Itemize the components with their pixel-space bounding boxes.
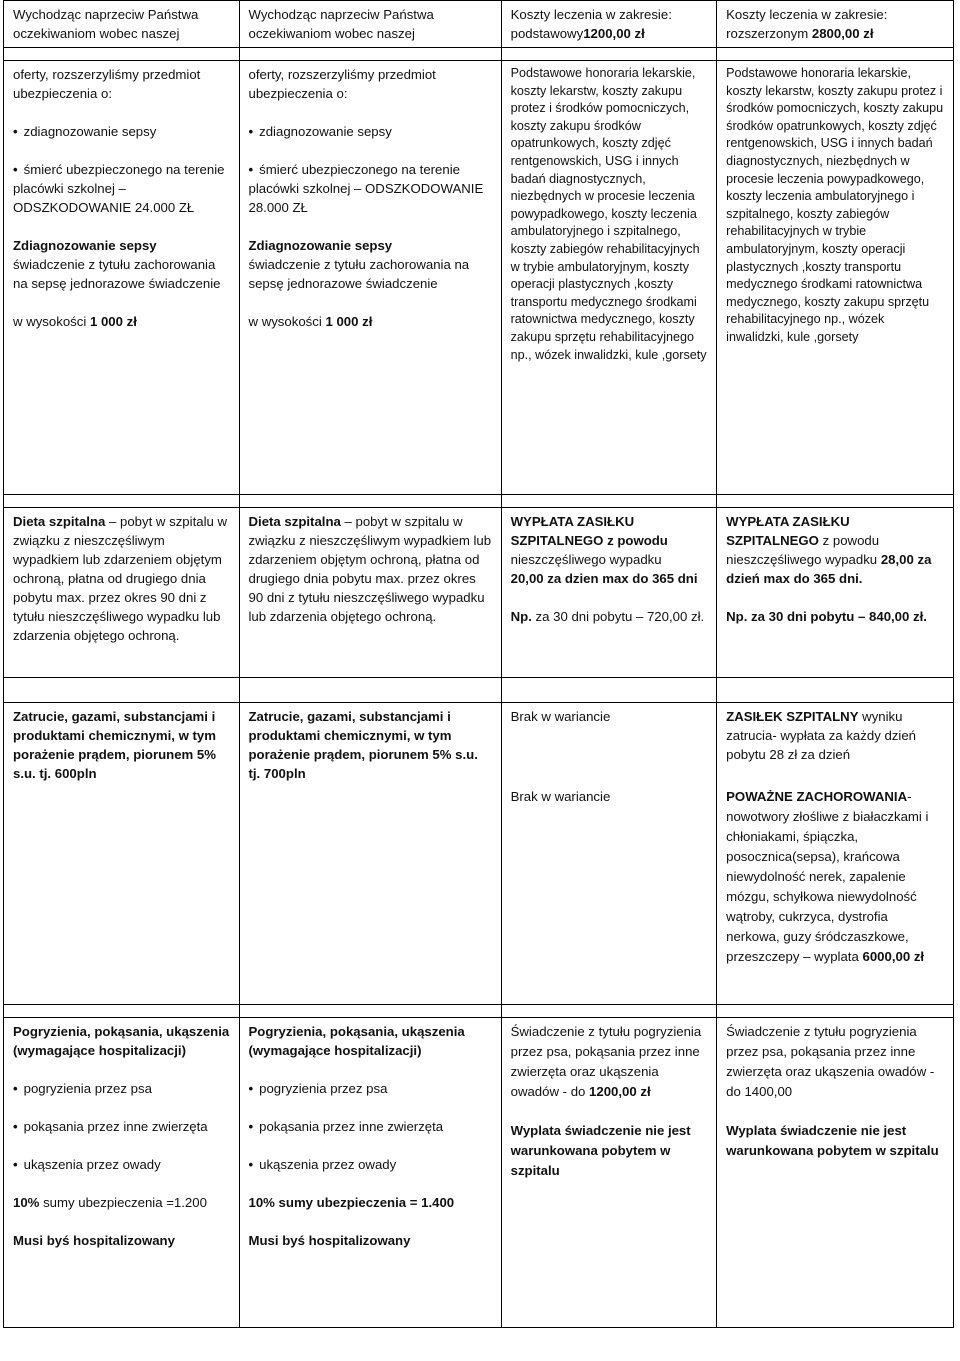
hospitalization-required: Musi byś hospitalizowany xyxy=(248,1233,411,1248)
allowance-rate: 20,00 za dzien max do 365 dni xyxy=(510,571,698,586)
cell-r3-c4 xyxy=(717,703,954,783)
variant-b-heading: Wychodząc naprzeciw Państwa oczekiwaniom wobec naszej xyxy=(248,7,434,41)
cell-r1-c2 xyxy=(239,61,501,495)
cell-r2-c4 xyxy=(717,508,954,678)
list-item: • ukąszenia przez owady xyxy=(249,1155,493,1174)
list-item: • śmierć ubezpieczonego na terenie placówki szkolnej – ODSZKODOWANIE 24.000 ZŁ xyxy=(13,160,231,217)
allowance-title: WYPŁATA ZASIŁKU SZPITALNEGO xyxy=(726,514,850,548)
serious-illness-description: - nowotwory złośliwe z białaczkami i chłoniakami, śpiączka, posocznica(sepsa), krańcowa niewydolność nerek, zapalenie mózgu, schyłkowa niewydolność wątroby, cukrzyca, dystrofia nerkowa, guzy śródczaszkowe, przeszczepy – wyplata xyxy=(726,788,929,964)
cell-r3-c3 xyxy=(501,703,717,783)
diet-text xyxy=(249,512,493,626)
diet-title: Dieta szpitalna xyxy=(248,514,341,529)
bites-benefit-text: Świadczenie z tytułu pogryzienia przez psa, pokąsania przez inne zwierzęta oraz ukąszenia owadów - do xyxy=(510,1024,702,1099)
cell-r1-c1-head xyxy=(4,1,240,48)
serious-illness-text xyxy=(726,787,945,967)
spacer-row xyxy=(4,495,954,508)
percent-line: 10% sumy ubezpieczenia = 1.400 xyxy=(248,1195,455,1210)
coverage-comparison-table xyxy=(3,0,954,1328)
poisoning-row xyxy=(4,703,954,783)
basic-cost-heading-label: Koszty leczenia w zakresie: podstawowy xyxy=(510,7,672,41)
list-item: • śmierć ubezpieczonego na terenie placówki szkolnej – ODSZKODOWANIE 28.000 ZŁ xyxy=(249,160,493,217)
not-in-variant: Brak w wariancie xyxy=(510,709,611,724)
cell-r2-c2 xyxy=(239,508,501,678)
percent-text: sumy ubezpieczenia =1.200 xyxy=(39,1195,207,1210)
spacer-row xyxy=(4,1005,954,1018)
allowance-rate: za dzień max do 365 dni. xyxy=(726,552,932,586)
amount-value: 1 000 zł xyxy=(325,314,373,329)
intro-text: oferty, rozszerzyliśmy przedmiot ubezpieczenia o: xyxy=(13,67,201,101)
bites-title: Pogryzienia, pokąsania, ukąszenia (wymagające hospitalizacji) xyxy=(13,1024,230,1058)
sepsis-title: Zdiagnozowanie sepsy xyxy=(248,238,393,253)
no-hospitalization-note: Wyplata świadczenie nie jest warunkowana pobytem w szpitalu xyxy=(510,1123,691,1178)
poisoning-text: Zatrucie, gazami, substancjami i produktami chemicznymi, w tym porażenie prądem, piorunem 5% s.u. tj. 600pln xyxy=(13,709,216,781)
amount-value: 1 000 zł xyxy=(89,314,137,329)
percent-line xyxy=(13,1193,231,1212)
intro-text: oferty, rozszerzyliśmy przedmiot ubezpieczenia o: xyxy=(248,67,436,101)
cell-r2-c1 xyxy=(4,508,240,678)
sepsis-text: świadczenie z tytułu zachorowania na sepsę jednorazowe świadczenie xyxy=(13,257,221,291)
sepsis-title: Zdiagnozowanie sepsy xyxy=(13,238,157,253)
bites-benefit-amount: 1200,00 zł xyxy=(589,1084,651,1099)
cell-r1-c4 xyxy=(717,61,954,495)
cell-r1-c2-head xyxy=(239,1,501,48)
serious-illness-amount: 6000,00 zł xyxy=(862,948,925,964)
example-text: za 30 dni pobytu – 720,00 zł. xyxy=(535,609,705,624)
no-hospitalization-note: Wyplata świadczenie nie jest warunkowana pobytem w szpitalu xyxy=(726,1123,939,1158)
amount-line xyxy=(249,312,493,331)
allowance-reason: z powodu nieszczęśliwego wypadku xyxy=(726,533,881,567)
cell-r3-c2 xyxy=(239,703,501,1005)
diet-text xyxy=(13,512,231,645)
cell-r5-c2 xyxy=(239,1018,501,1328)
allowance-text xyxy=(726,512,945,588)
cell-r4-c4 xyxy=(717,783,954,1005)
variant-a-heading: Wychodząc naprzeciw Państwa oczekiwaniom wobec naszej xyxy=(13,7,199,41)
hospital-diet-row xyxy=(4,508,954,678)
list-item: • pogryzienia przez psa xyxy=(249,1079,493,1098)
cell-r3-c1 xyxy=(4,703,240,1005)
cell-r1-c3 xyxy=(501,61,717,495)
list-item: • zdiagnozowanie sepsy xyxy=(13,122,231,141)
cell-r5-c3 xyxy=(501,1018,717,1328)
bites-title: Pogryzienia, pokąsania, ukąszenia (wymagające hospitalizacji) xyxy=(248,1024,465,1058)
cell-r1-c3-head xyxy=(501,1,717,48)
hospitalization-required: Musi byś hospitalizowany xyxy=(13,1233,175,1248)
extended-cost-heading-label: Koszty leczenia w zakresie: rozszerzonym xyxy=(726,7,888,41)
cell-r5-c1 xyxy=(4,1018,240,1328)
hospital-benefit-title: ZASIŁEK SZPITALNY xyxy=(726,709,859,724)
amount-line xyxy=(13,312,231,331)
list-item: • pogryzienia przez psa xyxy=(13,1079,231,1098)
spacer-row xyxy=(4,678,954,703)
percent-value: 10% xyxy=(13,1195,40,1210)
cell-r5-c4 xyxy=(717,1018,954,1328)
cell-r4-c3 xyxy=(501,783,717,1005)
diet-description: – pobyt w szpitalu w związku z nieszczęśliwym wypadkiem lub zdarzeniem objętym ochroną, płatna od drugiego dnia pobytu max. przez okres 90 dni z tytułu nieszczęśliwego wypadku lub zdarzenia objętego ochroną. xyxy=(248,514,492,624)
amount-prefix: w wysokości xyxy=(13,314,87,329)
header-row xyxy=(4,1,954,48)
example-label: Np. xyxy=(510,609,532,624)
spacer-row xyxy=(4,48,954,61)
list-item: • pokąsania przez inne zwierzęta xyxy=(249,1117,493,1136)
basic-cost-amount: 1200,00 zł xyxy=(583,26,645,41)
bites-list xyxy=(249,1079,493,1174)
bites-benefit-text: Świadczenie z tytułu pogryzienia przez psa, pokąsania przez inne zwierzęta oraz ukąszenia owadów - do 1400,00 xyxy=(726,1024,935,1099)
basic-cost-heading xyxy=(511,5,709,43)
hospital-benefit-description: wyniku zatrucia- wypłata za każdy dzień pobytu 28 zł za dzień xyxy=(726,709,916,762)
not-in-variant: Brak w wariancie xyxy=(510,788,611,804)
sepsis-row xyxy=(4,61,954,495)
sepsis-text: świadczenie z tytułu zachorowania na sepsę jednorazowe świadczenie xyxy=(248,257,470,291)
bites-row xyxy=(4,1018,954,1328)
extended-cost-heading xyxy=(726,5,945,43)
extended-cost-description: Podstawowe honoraria lekarskie, koszty lekarstw, koszty zakupu protez i środków pomocniczych, koszty zakupu środków opatrunkowych, koszty zdjęć rentgenowskich, USG i innych badań diagnostycznych, niezbędnych w procesie leczenia powypadkowego, koszty leczenia ambulatoryjnego i szpitalnego, koszty zabiegów rehabilitacyjnych w trybie ambulatoryjnym, koszty operacji plastycznych ,koszty transportu medycznego środkami ratownictwa medycznego, koszty zakupu sprzętu rehabilitacyjnego np., wózek inwalidzki, kule ,gorsety xyxy=(726,66,944,344)
cell-r2-c3 xyxy=(501,508,717,678)
list-item: • zdiagnozowanie sepsy xyxy=(249,122,493,141)
list-item: • ukąszenia przez owady xyxy=(13,1155,231,1174)
example-text: Np. za 30 dni pobytu – 840,00 zł. xyxy=(726,609,927,624)
allowance-title: WYPŁATA ZASIŁKU SZPITALNEGO z powodu xyxy=(510,514,668,548)
allowance-amount: 28,00 xyxy=(880,552,914,567)
list-item: • pokąsania przez inne zwierzęta xyxy=(13,1117,231,1136)
basic-cost-description: Podstawowe honoraria lekarskie, koszty lekarstw, koszty zakupu protez i środków pomocniczych, koszty zakupu środków opatrunkowych, koszty zdjęć rentgenowskich, USG i innych badań diagnostycznych, niezbędnych w procesie leczenia powypadkowego, koszty leczenia ambulatoryjnego i szpitalnego, koszty zabiegów rehabilitacyjnych w trybie ambulatoryjnym, koszty operacji plastycznych ,koszty transportu medycznego środkami ratownictwa medycznego, koszty zakupu sprzętu rehabilitacyjnego np., wózek inwalidzki, kule ,gorsety xyxy=(510,66,707,362)
coverage-list xyxy=(249,122,493,217)
cell-r1-c4-head xyxy=(717,1,954,48)
hospital-benefit-text xyxy=(726,707,945,764)
poisoning-text: Zatrucie, gazami, substancjami i produktami chemicznymi, w tym porażenie prądem, piorunem 5% s.u. tj. 700pln xyxy=(248,709,478,781)
coverage-list xyxy=(13,122,231,217)
bites-list xyxy=(13,1079,231,1174)
bites-benefit xyxy=(511,1022,709,1102)
allowance-reason: nieszczęśliwego wypadku xyxy=(510,552,662,567)
amount-prefix: w wysokości xyxy=(248,314,322,329)
diet-description: – pobyt w szpitalu w związku z nieszczęśliwym wypadkiem lub zdarzeniem objętym ochroną, płatna od drugiego dnia pobytu max. przez okres 90 dni z tytułu nieszczęśliwego wypadku lub zdarzenia objętego ochroną. xyxy=(13,514,228,643)
diet-title: Dieta szpitalna xyxy=(13,514,106,529)
cell-r1-c1 xyxy=(4,61,240,495)
extended-cost-amount: 2800,00 zł xyxy=(811,26,874,41)
serious-illness-title: POWAŻNE ZACHOROWANIA xyxy=(726,788,908,804)
